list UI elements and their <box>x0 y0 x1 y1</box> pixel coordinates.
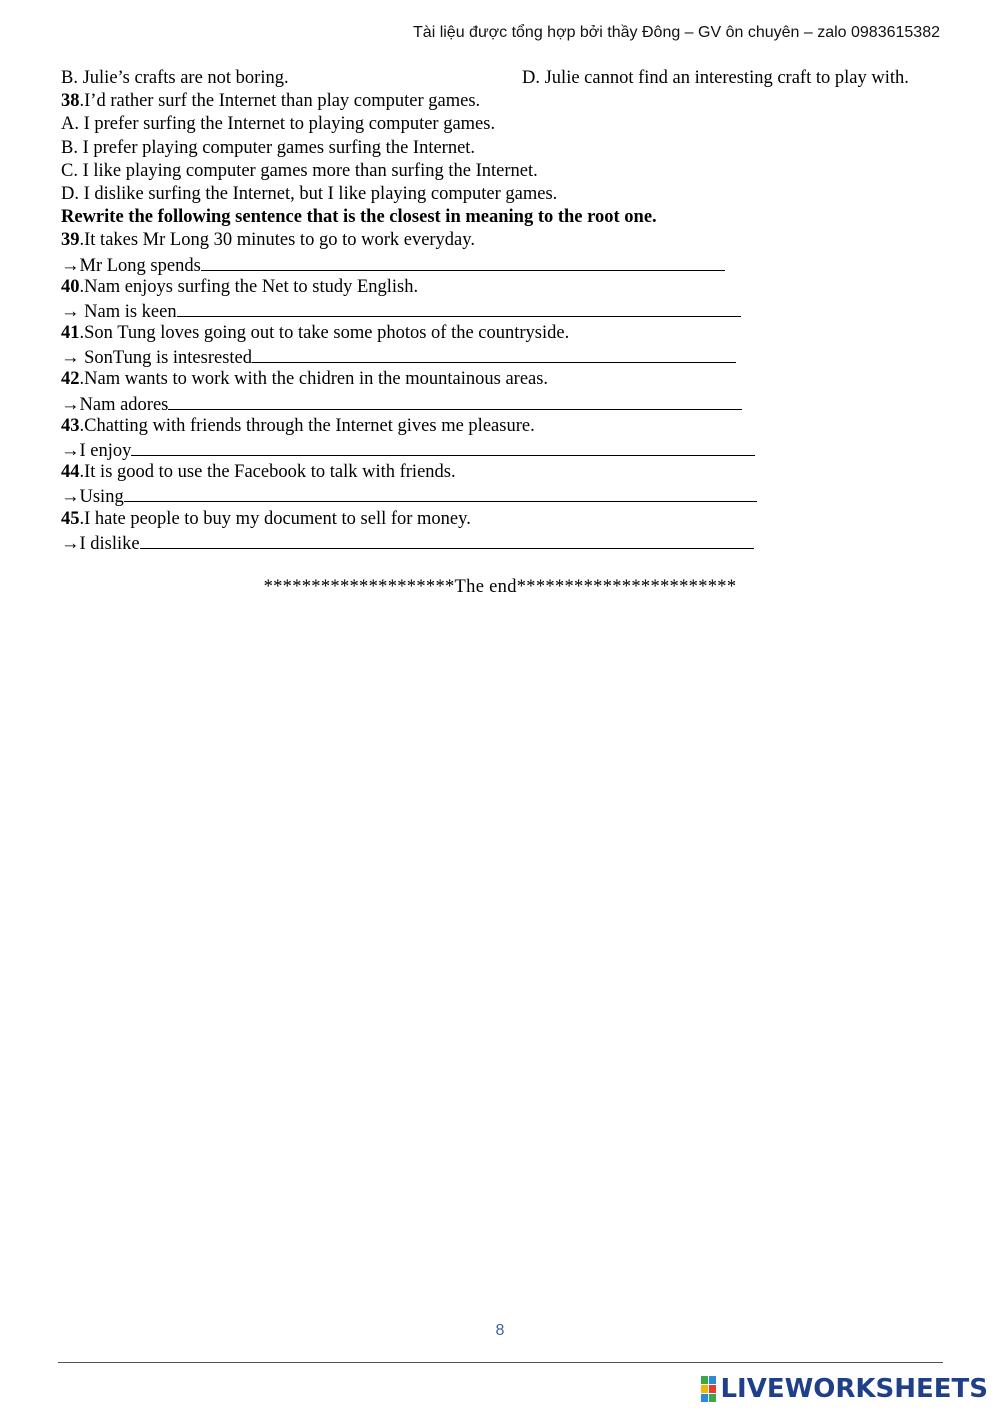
question-text: .Son Tung loves going out to take some photos of the countryside. <box>79 323 570 344</box>
question-text: .I’d rather surf the Internet than play computer games. <box>79 91 481 112</box>
question-40 <box>61 276 951 299</box>
question-number: 38 <box>61 91 80 112</box>
question-45 <box>61 508 951 531</box>
arrow-icon: → <box>61 255 80 276</box>
answer-prompt: Nam is keen <box>79 301 177 322</box>
footer-divider <box>58 1362 943 1363</box>
answer-42-row <box>61 392 951 415</box>
previous-options-row <box>61 67 951 90</box>
liveworksheets-wordmark: LIVEWORKSHEETS <box>720 1374 988 1404</box>
answer-39-row <box>61 253 951 276</box>
section-title: Rewrite the following sentence that is the closest in meaning to the root one. <box>61 207 657 228</box>
option-c[interactable]: C. I like playing computer games more than surfing the Internet. <box>61 160 538 181</box>
question-number: 41 <box>61 323 80 344</box>
answer-44-row <box>61 484 951 507</box>
answer-prompt: I enjoy <box>79 441 132 461</box>
end-marker: ********************The end*********************** <box>263 577 737 597</box>
answer-42-blank[interactable] <box>168 392 742 410</box>
answer-43-blank[interactable] <box>131 438 755 456</box>
liveworksheets-logo <box>701 1374 988 1404</box>
question-number: 43 <box>61 415 80 436</box>
option-a[interactable]: A. I prefer surfing the Internet to playing computer games. <box>61 114 496 135</box>
answer-prompt: Using <box>79 487 124 508</box>
worksheet-body <box>61 67 951 554</box>
answer-40-blank[interactable] <box>177 299 741 317</box>
answer-44-blank[interactable] <box>124 484 757 502</box>
answer-prompt: I dislike <box>79 533 140 554</box>
question-text: .It takes Mr Long 30 minutes to go to work everyday. <box>79 230 475 251</box>
answer-39-blank[interactable] <box>201 253 725 271</box>
question-39 <box>61 229 951 252</box>
answer-40-row <box>61 299 951 322</box>
answer-prompt: Nam adores <box>79 394 169 415</box>
question-number: 39 <box>61 230 80 251</box>
question-38 <box>61 90 951 113</box>
question-number: 40 <box>61 276 80 297</box>
page-number: 8 <box>495 1322 505 1339</box>
arrow-icon: → <box>61 348 80 369</box>
question-number: 44 <box>61 462 80 483</box>
question-44 <box>61 461 951 484</box>
question-number: 45 <box>61 508 80 529</box>
question-text: .I hate people to buy my document to sell for money. <box>79 508 471 529</box>
option-b[interactable]: B. I prefer playing computer games surfing the Internet. <box>61 137 476 158</box>
answer-prompt: SonTung is intesrested <box>79 348 253 369</box>
page-header: Tài liệu được tổng hợp bởi thầy Đông – GV ôn chuyên – zalo 0983615382 <box>413 24 940 41</box>
answer-45-row <box>61 531 951 554</box>
question-number: 42 <box>61 369 80 390</box>
question-42 <box>61 368 951 391</box>
question-text: .It is good to use the Facebook to talk with friends. <box>79 462 456 483</box>
answer-41-blank[interactable] <box>252 345 736 363</box>
question-text: .Nam wants to work with the chidren in the mountainous areas. <box>79 369 549 390</box>
question-text: .Nam enjoys surfing the Net to study English. <box>79 276 419 297</box>
arrow-icon: → <box>61 394 80 415</box>
arrow-icon: → <box>61 301 80 322</box>
answer-43-row <box>61 438 951 461</box>
arrow-icon: → <box>61 441 80 461</box>
question-43 <box>61 415 951 438</box>
option-d-prev: D. Julie cannot find an interesting craft to play with. <box>522 68 909 88</box>
option-b-prev: B. Julie’s crafts are not boring. <box>61 68 289 88</box>
liveworksheets-mark-icon <box>701 1376 716 1402</box>
question-text: .Chatting with friends through the Internet gives me pleasure. <box>79 415 535 436</box>
question-41 <box>61 322 951 345</box>
arrow-icon: → <box>61 487 80 508</box>
answer-45-blank[interactable] <box>140 531 754 549</box>
option-d[interactable]: D. I dislike surfing the Internet, but I like playing computer games. <box>61 183 558 204</box>
answer-41-row <box>61 345 951 368</box>
arrow-icon: → <box>61 533 80 554</box>
answer-prompt: Mr Long spends <box>79 255 201 276</box>
